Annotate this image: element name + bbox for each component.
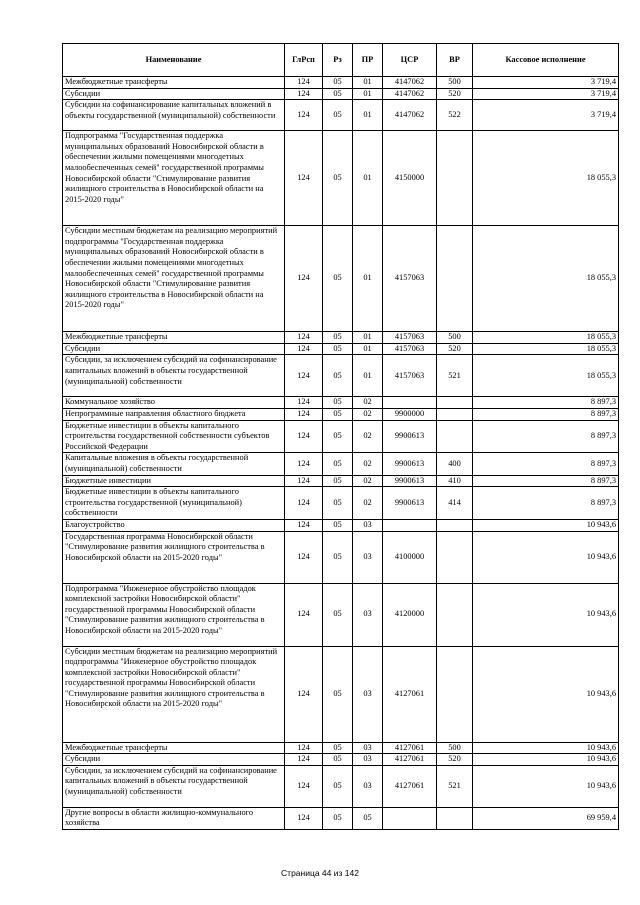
row-glrsp: 124 xyxy=(285,453,323,475)
row-cash: 18 055,3 xyxy=(473,332,619,344)
row-pr: 01 xyxy=(353,131,383,226)
table-header-row xyxy=(63,44,619,77)
header-vr: ВР xyxy=(437,44,473,77)
row-name: Межбюджетные трансферты xyxy=(63,332,285,344)
row-rz: 05 xyxy=(323,355,353,397)
row-csr: 4157063 xyxy=(383,332,437,344)
row-glrsp: 124 xyxy=(285,355,323,397)
table-row xyxy=(63,343,619,355)
row-csr: 4147062 xyxy=(383,77,437,89)
row-csr: 4100000 xyxy=(383,531,437,583)
row-pr: 02 xyxy=(353,453,383,475)
row-name: Субсидии, за исключением субсидий на софинансирование капитальных вложений в объекты государственной (муниципальной) собственности xyxy=(63,355,285,397)
row-csr: 4150000 xyxy=(383,131,437,226)
row-vr xyxy=(437,519,473,531)
row-pr: 03 xyxy=(353,765,383,807)
row-cash: 8 897,3 xyxy=(473,408,619,420)
header-pr: ПР xyxy=(353,44,383,77)
row-glrsp: 124 xyxy=(285,519,323,531)
row-glrsp: 124 xyxy=(285,742,323,754)
row-csr xyxy=(383,807,437,829)
row-csr: 4120000 xyxy=(383,583,437,646)
row-pr: 03 xyxy=(353,646,383,742)
row-name: Государственная программа Новосибирской области "Стимулирование развития жилищного строительства в Новосибирской области на 2015-2020 годы" xyxy=(63,531,285,583)
header-cash: Кассовое исполнение xyxy=(473,44,619,77)
row-vr: 500 xyxy=(437,742,473,754)
row-rz: 05 xyxy=(323,343,353,355)
row-csr: 9900000 xyxy=(383,408,437,420)
row-csr: 9900613 xyxy=(383,475,437,487)
budget-table xyxy=(62,43,619,830)
row-pr: 02 xyxy=(353,420,383,453)
table-row xyxy=(63,453,619,475)
row-csr: 9900613 xyxy=(383,453,437,475)
row-glrsp: 124 xyxy=(285,226,323,332)
row-pr: 01 xyxy=(353,226,383,332)
row-rz: 05 xyxy=(323,765,353,807)
table-row xyxy=(63,420,619,453)
row-pr: 01 xyxy=(353,332,383,344)
table-row xyxy=(63,88,619,100)
row-name: Субсидии xyxy=(63,343,285,355)
row-rz: 05 xyxy=(323,475,353,487)
row-glrsp: 124 xyxy=(285,131,323,226)
table-row xyxy=(63,754,619,766)
row-pr: 01 xyxy=(353,355,383,397)
row-pr: 05 xyxy=(353,807,383,829)
table-row xyxy=(63,765,619,807)
page-number: Страница 44 из 142 xyxy=(281,868,359,878)
row-glrsp: 124 xyxy=(285,475,323,487)
row-rz: 05 xyxy=(323,408,353,420)
row-glrsp: 124 xyxy=(285,583,323,646)
row-csr: 4127061 xyxy=(383,646,437,742)
row-cash: 18 055,3 xyxy=(473,131,619,226)
row-vr: 414 xyxy=(437,487,473,520)
row-csr: 4127061 xyxy=(383,742,437,754)
row-csr: 4157063 xyxy=(383,343,437,355)
row-csr: 4147062 xyxy=(383,88,437,100)
row-rz: 05 xyxy=(323,742,353,754)
header-name: Наименование xyxy=(63,44,285,77)
row-cash: 8 897,3 xyxy=(473,453,619,475)
table-row xyxy=(63,487,619,520)
row-rz: 05 xyxy=(323,453,353,475)
row-glrsp: 124 xyxy=(285,408,323,420)
table-row xyxy=(63,742,619,754)
row-csr xyxy=(383,397,437,409)
row-name: Непрограммные направления областного бюджета xyxy=(63,408,285,420)
table-row xyxy=(63,519,619,531)
row-glrsp: 124 xyxy=(285,646,323,742)
row-rz: 05 xyxy=(323,226,353,332)
row-name: Субсидии, за исключением субсидий на софинансирование капитальных вложений в объекты государственной (муниципальной) собственности xyxy=(63,765,285,807)
table-row xyxy=(63,397,619,409)
row-pr: 02 xyxy=(353,475,383,487)
header-csr: ЦСР xyxy=(383,44,437,77)
row-glrsp: 124 xyxy=(285,332,323,344)
table-row xyxy=(63,531,619,583)
row-name: Субсидии xyxy=(63,754,285,766)
row-rz: 05 xyxy=(323,420,353,453)
table-row xyxy=(63,475,619,487)
row-csr xyxy=(383,519,437,531)
row-name: Субсидии на софинансирование капитальных вложений в объекты государственной (муниципальной) собственности xyxy=(63,100,285,131)
table-row xyxy=(63,408,619,420)
row-vr: 500 xyxy=(437,77,473,89)
row-glrsp: 124 xyxy=(285,487,323,520)
row-name: Капитальные вложения в объекты государственной (муниципальной) собственности xyxy=(63,453,285,475)
row-vr: 520 xyxy=(437,88,473,100)
row-vr: 521 xyxy=(437,765,473,807)
table-row xyxy=(63,131,619,226)
table-body xyxy=(63,77,619,830)
row-pr: 03 xyxy=(353,742,383,754)
row-glrsp: 124 xyxy=(285,343,323,355)
row-rz: 05 xyxy=(323,100,353,131)
table-row xyxy=(63,100,619,131)
row-name: Бюджетные инвестиции в объекты капитального строительства государственной собственности субъектов Российской Федерации xyxy=(63,420,285,453)
row-cash: 10 943,6 xyxy=(473,754,619,766)
row-glrsp: 124 xyxy=(285,807,323,829)
row-name: Коммунальное хозяйство xyxy=(63,397,285,409)
row-cash: 10 943,6 xyxy=(473,583,619,646)
row-glrsp: 124 xyxy=(285,531,323,583)
row-pr: 03 xyxy=(353,519,383,531)
row-csr: 4157063 xyxy=(383,226,437,332)
row-glrsp: 124 xyxy=(285,100,323,131)
row-rz: 05 xyxy=(323,77,353,89)
row-glrsp: 124 xyxy=(285,765,323,807)
row-pr: 03 xyxy=(353,754,383,766)
row-cash: 3 719,4 xyxy=(473,100,619,131)
row-csr: 4157063 xyxy=(383,355,437,397)
row-pr: 01 xyxy=(353,77,383,89)
row-vr xyxy=(437,408,473,420)
row-cash: 8 897,3 xyxy=(473,397,619,409)
row-pr: 02 xyxy=(353,397,383,409)
row-cash: 10 943,6 xyxy=(473,742,619,754)
row-rz: 05 xyxy=(323,487,353,520)
row-pr: 02 xyxy=(353,487,383,520)
row-cash: 3 719,4 xyxy=(473,88,619,100)
row-rz: 05 xyxy=(323,646,353,742)
row-rz: 05 xyxy=(323,519,353,531)
row-name: Бюджетные инвестиции в объекты капитального строительства государственной (муниципальной) собственности xyxy=(63,487,285,520)
row-name: Подпрограмма "Государственная поддержка муниципальных образований Новосибирской области в обеспечении жилыми помещениями многодетных малообеспеченных семей" государственной программы Новосибирской области "Стимулирование развития жилищного строительства в Новосибирской области на 2015-2020 годы" xyxy=(63,131,285,226)
row-rz: 05 xyxy=(323,531,353,583)
row-rz: 05 xyxy=(323,88,353,100)
row-cash: 10 943,6 xyxy=(473,531,619,583)
header-rz: Рз xyxy=(323,44,353,77)
row-vr: 400 xyxy=(437,453,473,475)
row-csr: 4127061 xyxy=(383,754,437,766)
row-rz: 05 xyxy=(323,807,353,829)
row-csr: 9900613 xyxy=(383,487,437,520)
row-cash: 10 943,6 xyxy=(473,765,619,807)
row-glrsp: 124 xyxy=(285,77,323,89)
row-name: Субсидии местным бюджетам на реализацию мероприятий подпрограммы "Государственная поддержка муниципальных образований Новосибирской области в обеспечении жилыми помещениями многодетных малообеспеченных семей" государственной программы Новосибирской области "Стимулирование развития жилищного строительства в Новосибирской области на 2015-2020 годы" xyxy=(63,226,285,332)
table-row xyxy=(63,77,619,89)
row-pr: 02 xyxy=(353,408,383,420)
row-name: Подпрограмма "Инженерное обустройство площадок комплексной застройки Новосибирской области" государственной программы Новосибирской области "Стимулирование развития жилищного строительства в Новосибирской области на 2015-2020 годы" xyxy=(63,583,285,646)
row-cash: 69 959,4 xyxy=(473,807,619,829)
table-row xyxy=(63,583,619,646)
row-vr xyxy=(437,646,473,742)
row-name: Субсидии местным бюджетам на реализацию мероприятий подпрограммы "Инженерное обустройство площадок комплексной застройки Новосибирской области" государственной программы Новосибирской области "Стимулирование развития жилищного строительства в Новосибирской области на 2015-2020 годы" xyxy=(63,646,285,742)
row-cash: 18 055,3 xyxy=(473,343,619,355)
row-csr: 9900613 xyxy=(383,420,437,453)
row-cash: 10 943,6 xyxy=(473,646,619,742)
row-vr: 522 xyxy=(437,100,473,131)
row-glrsp: 124 xyxy=(285,754,323,766)
row-vr xyxy=(437,583,473,646)
row-cash: 18 055,3 xyxy=(473,355,619,397)
row-glrsp: 124 xyxy=(285,88,323,100)
row-vr: 521 xyxy=(437,355,473,397)
row-vr xyxy=(437,131,473,226)
row-glrsp: 124 xyxy=(285,397,323,409)
row-rz: 05 xyxy=(323,397,353,409)
row-cash: 8 897,3 xyxy=(473,487,619,520)
row-pr: 01 xyxy=(353,88,383,100)
table-row xyxy=(63,332,619,344)
row-name: Бюджетные инвестиции xyxy=(63,475,285,487)
row-cash: 8 897,3 xyxy=(473,475,619,487)
row-rz: 05 xyxy=(323,332,353,344)
row-cash: 8 897,3 xyxy=(473,420,619,453)
row-cash: 10 943,6 xyxy=(473,519,619,531)
row-pr: 01 xyxy=(353,343,383,355)
row-vr: 520 xyxy=(437,343,473,355)
row-rz: 05 xyxy=(323,131,353,226)
table-row xyxy=(63,646,619,742)
row-csr: 4127061 xyxy=(383,765,437,807)
row-vr xyxy=(437,807,473,829)
row-cash: 18 055,3 xyxy=(473,226,619,332)
row-pr: 01 xyxy=(353,100,383,131)
header-glrsp: ГлРсп xyxy=(285,44,323,77)
row-vr: 520 xyxy=(437,754,473,766)
row-name: Благоустройство xyxy=(63,519,285,531)
row-vr: 500 xyxy=(437,332,473,344)
row-rz: 05 xyxy=(323,754,353,766)
row-csr: 4147062 xyxy=(383,100,437,131)
row-name: Межбюджетные трансферты xyxy=(63,742,285,754)
row-pr: 03 xyxy=(353,531,383,583)
row-name: Субсидии xyxy=(63,88,285,100)
row-name: Другие вопросы в области жилищно-коммунального хозяйства xyxy=(63,807,285,829)
table-row xyxy=(63,807,619,829)
row-vr: 410 xyxy=(437,475,473,487)
row-vr xyxy=(437,420,473,453)
row-vr xyxy=(437,397,473,409)
row-pr: 03 xyxy=(353,583,383,646)
table-row xyxy=(63,226,619,332)
table-row xyxy=(63,355,619,397)
row-cash: 3 719,4 xyxy=(473,77,619,89)
row-name: Межбюджетные трансферты xyxy=(63,77,285,89)
row-rz: 05 xyxy=(323,583,353,646)
row-glrsp: 124 xyxy=(285,420,323,453)
row-vr xyxy=(437,531,473,583)
row-vr xyxy=(437,226,473,332)
